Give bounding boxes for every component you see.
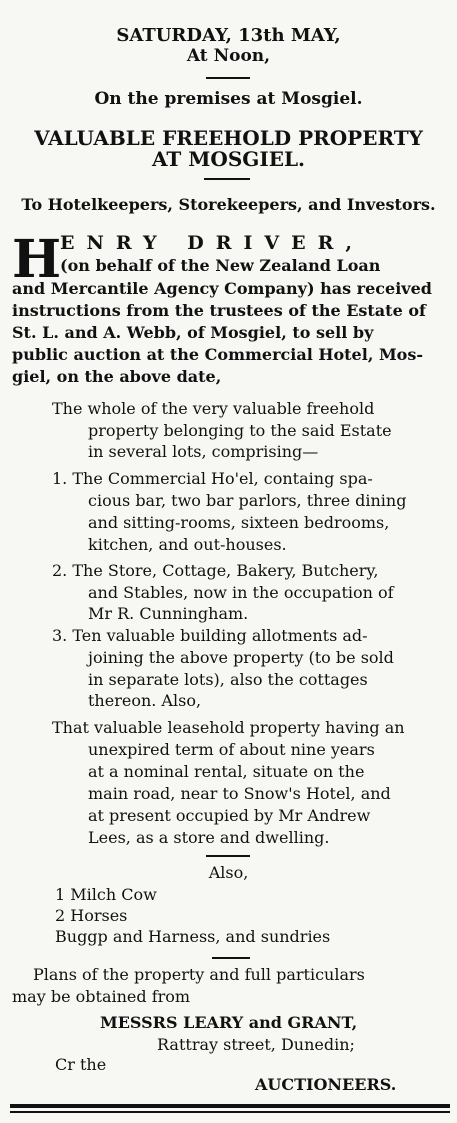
property-line: The whole of the very valuable freehold [52, 399, 375, 418]
lot-line: 1. The Commercial Ho'el, containg spa- [52, 469, 373, 488]
intro-line: and Mercantile Agency Company) has received [12, 279, 432, 298]
lot-line: 3. Ten valuable building allotments ad- [52, 626, 368, 645]
plans-line: Plans of the property and full particulars [33, 965, 365, 984]
lot-line: joining the above property (to be sold [88, 648, 394, 667]
short-divider [204, 178, 250, 180]
sundry-item: 2 Horses [55, 906, 128, 925]
short-divider [212, 957, 250, 959]
lot-line: kitchen, and out-houses. [88, 535, 287, 554]
bottom-border-rule [10, 1104, 450, 1108]
or-the-label: Cr the [55, 1055, 107, 1074]
lot-line: in separate lots), also the cottages [88, 670, 368, 689]
leasehold-line: unexpired term of about nine years [88, 740, 375, 759]
short-divider [206, 77, 250, 79]
headline-line-1: VALUABLE FREEHOLD PROPERTY [34, 126, 423, 150]
agent-name: MESSRS LEARY and GRANT, [100, 1013, 358, 1032]
short-divider [206, 855, 250, 857]
audience-line: To Hotelkeepers, Storekeepers, and Investors. [21, 195, 436, 214]
also-label: Also, [208, 863, 249, 882]
plans-line: may be obtained from [12, 987, 191, 1006]
agent-address: Rattray street, Dunedin; [157, 1035, 355, 1054]
intro-line: giel, on the above date, [12, 367, 222, 386]
intro-line: (on behalf of the New Zealand Loan [60, 256, 381, 275]
lot-line: Mr R. Cunningham. [88, 604, 249, 623]
auctioneers-label: AUCTIONEERS. [255, 1075, 397, 1094]
leasehold-line: at present occupied by Mr Andrew [88, 806, 371, 825]
intro-line: St. L. and A. Webb, of Mosgiel, to sell by [12, 323, 374, 342]
leasehold-line: main road, near to Snow's Hotel, and [88, 784, 391, 803]
lot-line: and Stables, now in the occupation of [88, 583, 394, 602]
bottom-border-rule [10, 1111, 450, 1113]
lot-line: and sitting-rooms, sixteen bedrooms, [88, 513, 390, 532]
leasehold-line: at a nominal rental, situate on the [88, 762, 365, 781]
leasehold-line: Lees, as a store and dwelling. [88, 828, 330, 847]
property-line: property belonging to the said Estate [88, 421, 392, 440]
sundry-item: 1 Milch Cow [55, 885, 157, 904]
intro-line: public auction at the Commercial Hotel, Mos- [12, 345, 423, 364]
sundry-item: Buggp and Harness, and sundries [55, 927, 331, 946]
drop-cap-letter: H [12, 229, 62, 290]
time-line: At Noon, [186, 46, 271, 66]
headline-line-2: AT MOSGIEL. [152, 147, 305, 171]
date-line: SATURDAY, 13th MAY, [116, 25, 341, 46]
property-line: in several lots, comprising— [88, 442, 319, 461]
location-line: On the premises at Mosgiel. [94, 89, 363, 109]
leasehold-line: That valuable leasehold property having an [52, 718, 405, 737]
lot-line: cious bar, two bar parlors, three dining [88, 491, 407, 510]
intro-line: instructions from the trustees of the Estate of [12, 301, 426, 320]
lot-line: thereon. Also, [88, 691, 202, 710]
lot-line: 2. The Store, Cottage, Bakery, Butchery, [52, 561, 379, 580]
auctioneer-name: ENRY DRIVER, [60, 232, 365, 254]
